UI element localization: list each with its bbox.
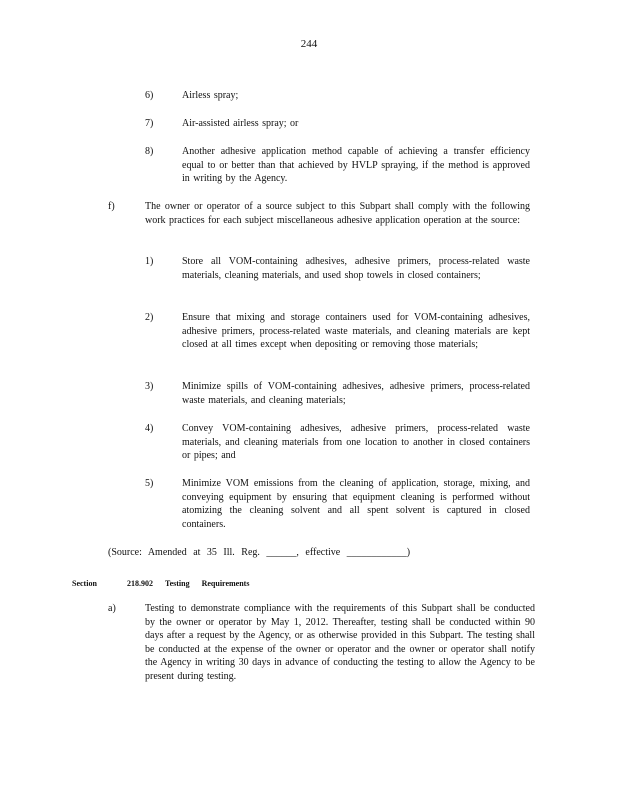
section-label: Section <box>72 579 97 588</box>
work-practice-1-number: 1) <box>145 256 154 267</box>
work-practice-3-number: 3) <box>145 381 154 392</box>
method-8-text: Another adhesive application method capable of achieving a transfer efficiency equal to or better than that achieved by HVLP spraying, if the method is approved in writing by the Agency. <box>182 146 530 184</box>
work-practice-1-text: Store all VOM-containing adhesives, adhesive primers, process-related waste materials, cleaning materials, and used shop towels in closed containers; <box>182 256 530 281</box>
subsection-a-label: a) <box>108 603 116 614</box>
method-6-text: Airless spray; <box>182 90 239 101</box>
subsection-f-label: f) <box>108 201 115 212</box>
page-number: 244 <box>300 38 318 50</box>
section-number: 218.902 <box>127 579 153 588</box>
work-practice-3-text: Minimize spills of VOM-containing adhesives, adhesive primers, process-related waste materials, and cleaning materials; <box>182 381 530 406</box>
work-practice-2-text: Ensure that mixing and storage containers used for VOM-containing adhesives, adhesive primers, process-related waste materials, and cleaning materials are kept closed at all times except when depositing or removing those materials; <box>182 312 530 350</box>
work-practice-5-text: Minimize VOM emissions from the cleaning of application, storage, mixing, and conveying equipment by ensuring that equipment cleaning is performed without atomizing the cleaning solvent and all spent solvent is captured in closed containers. <box>182 478 530 530</box>
work-practice-5-number: 5) <box>145 478 154 489</box>
work-practice-4-text: Convey VOM-containing adhesives, adhesive primers, process-related waste materials, and cleaning materials from one location to another in closed containers or pipes; and <box>182 423 530 461</box>
method-8-number: 8) <box>145 146 154 157</box>
work-practice-4-number: 4) <box>145 423 154 434</box>
source-note: (Source: Amended at 35 Ill. Reg. ______, effective ____________) <box>108 547 411 558</box>
section-title: Testing Requirements <box>165 579 250 588</box>
method-6-number: 6) <box>145 90 154 101</box>
method-7-number: 7) <box>145 118 154 129</box>
method-7-text: Air-assisted airless spray; or <box>182 118 299 129</box>
subsection-a-text: Testing to demonstrate compliance with the requirements of this Subpart shall be conducted by the owner or operator by May 1, 2012. Thereafter, testing shall be conducted within 90 days after a request by the Agency, or as otherwise provided in this Subpart. The testing shall be conducted at the expense of the owner or operator and the owner or operator shall notify the Agency in writing 30 days in advance of conducting the testing to allow the Agency to be present during testing. <box>145 603 535 682</box>
subsection-f-text: The owner or operator of a source subject to this Subpart shall comply with the following work practices for each subject miscellaneous adhesive application operation at the source: <box>145 201 530 226</box>
work-practice-2-number: 2) <box>145 312 154 323</box>
